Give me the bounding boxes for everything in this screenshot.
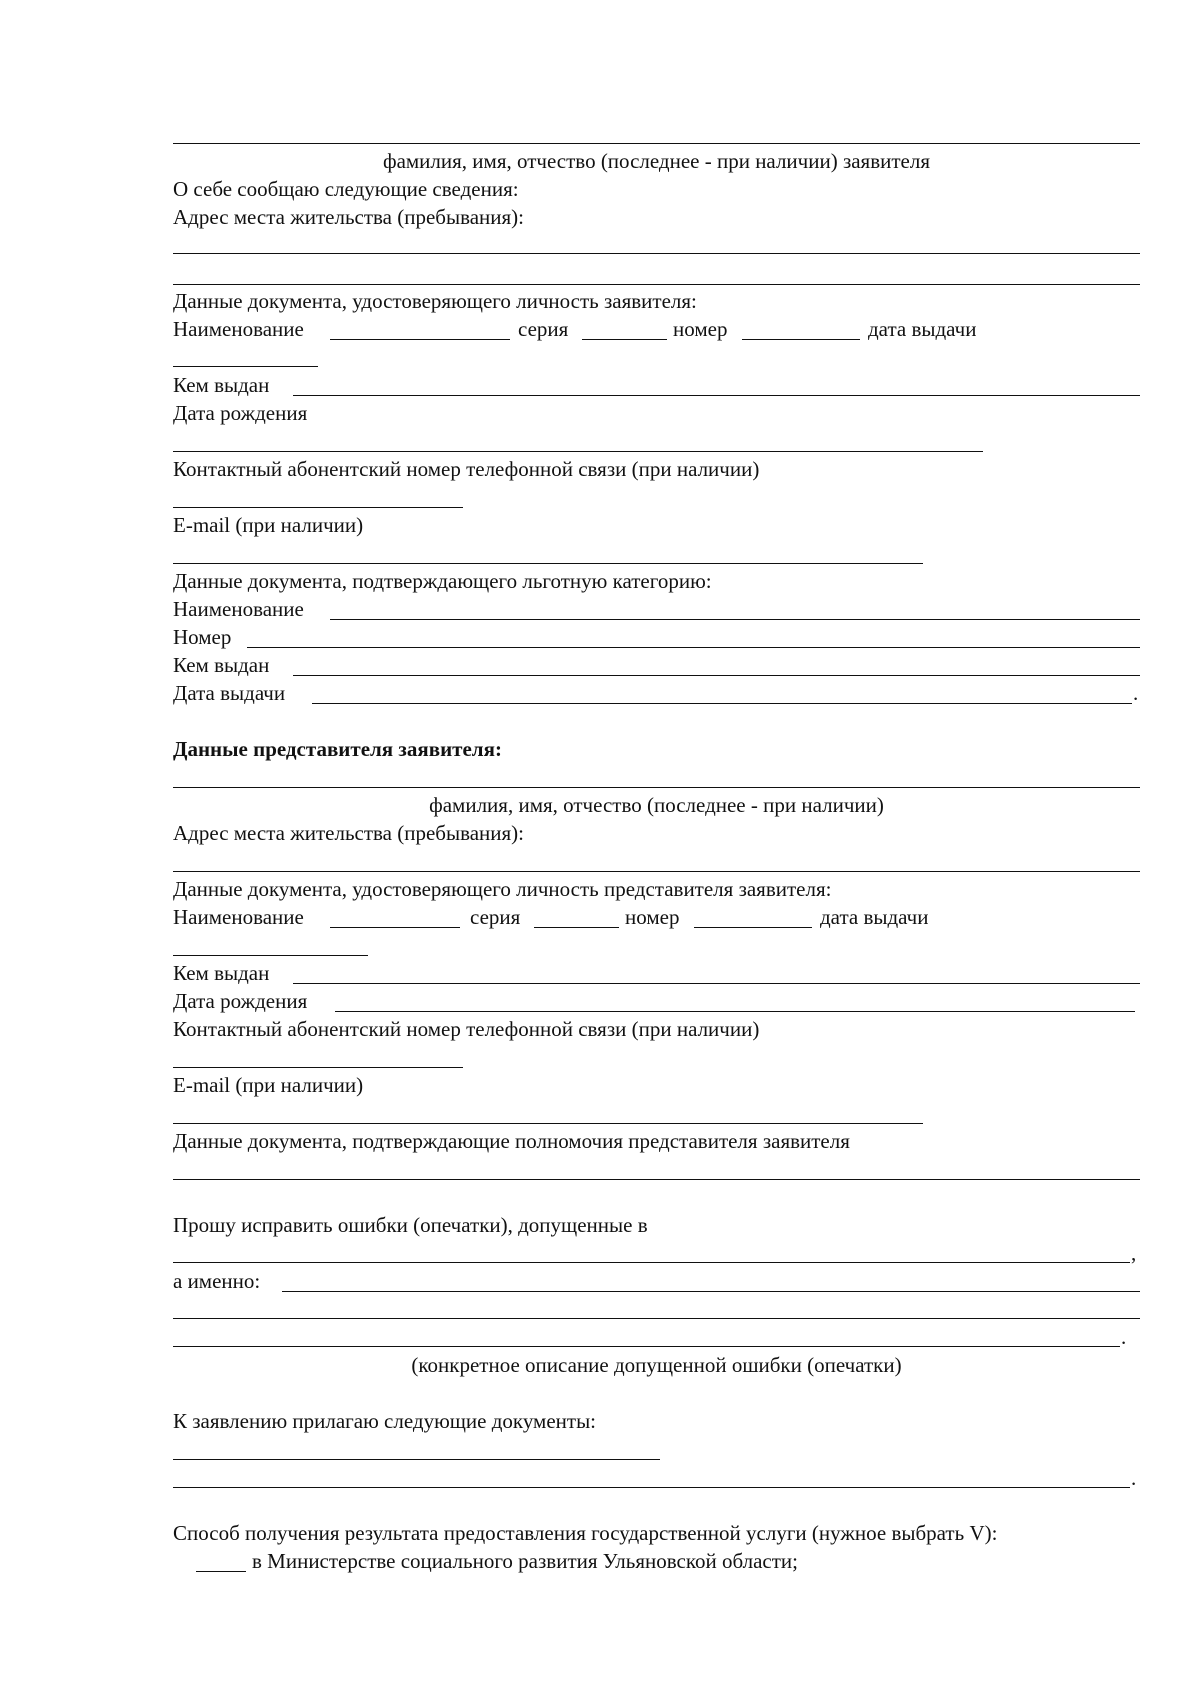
benefit-number-label: Номер [173, 625, 232, 649]
request-description-line-2[interactable] [173, 1346, 1120, 1347]
request-caption: (конкретное описание допущенной ошибки (опечатки) [411, 1353, 902, 1377]
representative-phone-label: Контактный абонентский номер телефонной связи (при наличии) [173, 1017, 760, 1041]
delivery-ministry-checkbox[interactable] [196, 1571, 246, 1572]
benefit-issued-by-label: Кем выдан [173, 653, 270, 677]
representative-authority-doc-line[interactable] [173, 1179, 1140, 1180]
representative-section-title: Данные представителя заявителя: [173, 737, 502, 761]
representative-id-doc-title: Данные документа, удостоверяющего личность представителя заявителя: [173, 877, 832, 901]
request-text: Прошу исправить ошибки (опечатки), допущенные в [173, 1213, 648, 1237]
applicant-address-line-2[interactable] [173, 284, 1140, 285]
delivery-method-label: Способ получения результата предоставления государственной услуги (нужное выбрать V): [173, 1521, 998, 1545]
applicant-email-label: E-mail (при наличии) [173, 513, 364, 537]
applicant-doc-name-label: Наименование [173, 317, 304, 341]
benefit-number-field[interactable] [247, 647, 1140, 648]
representative-birth-date-label: Дата рождения [173, 989, 308, 1013]
applicant-phone-label: Контактный абонентский номер телефонной связи (при наличии) [173, 457, 760, 481]
representative-authority-doc-label: Данные документа, подтверждающие полномочия представителя заявителя [173, 1129, 850, 1153]
representative-fio-line[interactable] [173, 787, 1140, 788]
attachments-line-1[interactable] [173, 1459, 660, 1460]
attachments-label: К заявлению прилагаю следующие документы: [173, 1409, 597, 1433]
period-mark: . [1133, 681, 1139, 705]
applicant-fio-line[interactable] [173, 143, 1140, 144]
applicant-id-doc-title: Данные документа, удостоверяющего личность заявителя: [173, 289, 697, 313]
representative-doc-name-label: Наименование [173, 905, 304, 929]
request-document-line[interactable] [173, 1262, 1130, 1263]
benefit-doc-title: Данные документа, подтверждающего льготную категорию: [173, 569, 712, 593]
representative-number-label: номер [625, 905, 680, 929]
applicant-issued-by-label: Кем выдан [173, 373, 270, 397]
applicant-doc-name-field[interactable] [330, 339, 510, 340]
applicant-issued-by-field[interactable] [293, 395, 1140, 396]
applicant-series-label: серия [518, 317, 569, 341]
applicant-address-label: Адрес места жительства (пребывания): [173, 205, 525, 229]
applicant-birth-date-label: Дата рождения [173, 401, 308, 425]
applicant-fio-caption: фамилия, имя, отчество (последнее - при наличии) заявителя [382, 149, 931, 173]
applicant-issue-date-field[interactable] [173, 366, 318, 367]
applicant-email-line[interactable] [173, 563, 923, 564]
benefit-issue-date-field[interactable] [312, 703, 1132, 704]
benefit-issued-by-field[interactable] [293, 675, 1140, 676]
period-mark: . [1131, 1466, 1137, 1490]
delivery-ministry-option: в Министерстве социального развития Ульяновской области; [252, 1549, 798, 1573]
representative-issue-date-field[interactable] [173, 955, 368, 956]
representative-number-field[interactable] [694, 927, 812, 928]
representative-phone-line[interactable] [173, 1067, 463, 1068]
applicant-birth-date-line[interactable] [173, 451, 983, 452]
representative-address-line[interactable] [173, 871, 1140, 872]
applicant-series-field[interactable] [582, 339, 667, 340]
representative-issue-date-label: дата выдачи [820, 905, 929, 929]
benefit-issue-date-label: Дата выдачи [173, 681, 286, 705]
benefit-name-field[interactable] [330, 619, 1140, 620]
request-description-line-1[interactable] [173, 1318, 1140, 1319]
representative-fio-caption: фамилия, имя, отчество (последнее - при наличии) [429, 793, 884, 817]
representative-birth-date-field[interactable] [335, 1011, 1135, 1012]
period-mark: . [1121, 1325, 1127, 1349]
applicant-issue-date-label: дата выдачи [868, 317, 977, 341]
applicant-number-label: номер [673, 317, 728, 341]
representative-address-label: Адрес места жительства (пребывания): [173, 821, 525, 845]
applicant-phone-line[interactable] [173, 507, 463, 508]
request-namely-field[interactable] [282, 1291, 1140, 1292]
representative-series-field[interactable] [534, 927, 619, 928]
representative-series-label: серия [470, 905, 521, 929]
representative-doc-name-field[interactable] [330, 927, 460, 928]
applicant-number-field[interactable] [742, 339, 860, 340]
applicant-address-line-1[interactable] [173, 253, 1140, 254]
comma-mark: , [1131, 1241, 1137, 1265]
representative-email-label: E-mail (при наличии) [173, 1073, 364, 1097]
attachments-line-2[interactable] [173, 1487, 1130, 1488]
about-self-label: О себе сообщаю следующие сведения: [173, 177, 519, 201]
benefit-name-label: Наименование [173, 597, 304, 621]
representative-issued-by-label: Кем выдан [173, 961, 270, 985]
representative-issued-by-field[interactable] [293, 983, 1140, 984]
representative-email-line[interactable] [173, 1123, 923, 1124]
request-namely-label: а именно: [173, 1269, 261, 1293]
